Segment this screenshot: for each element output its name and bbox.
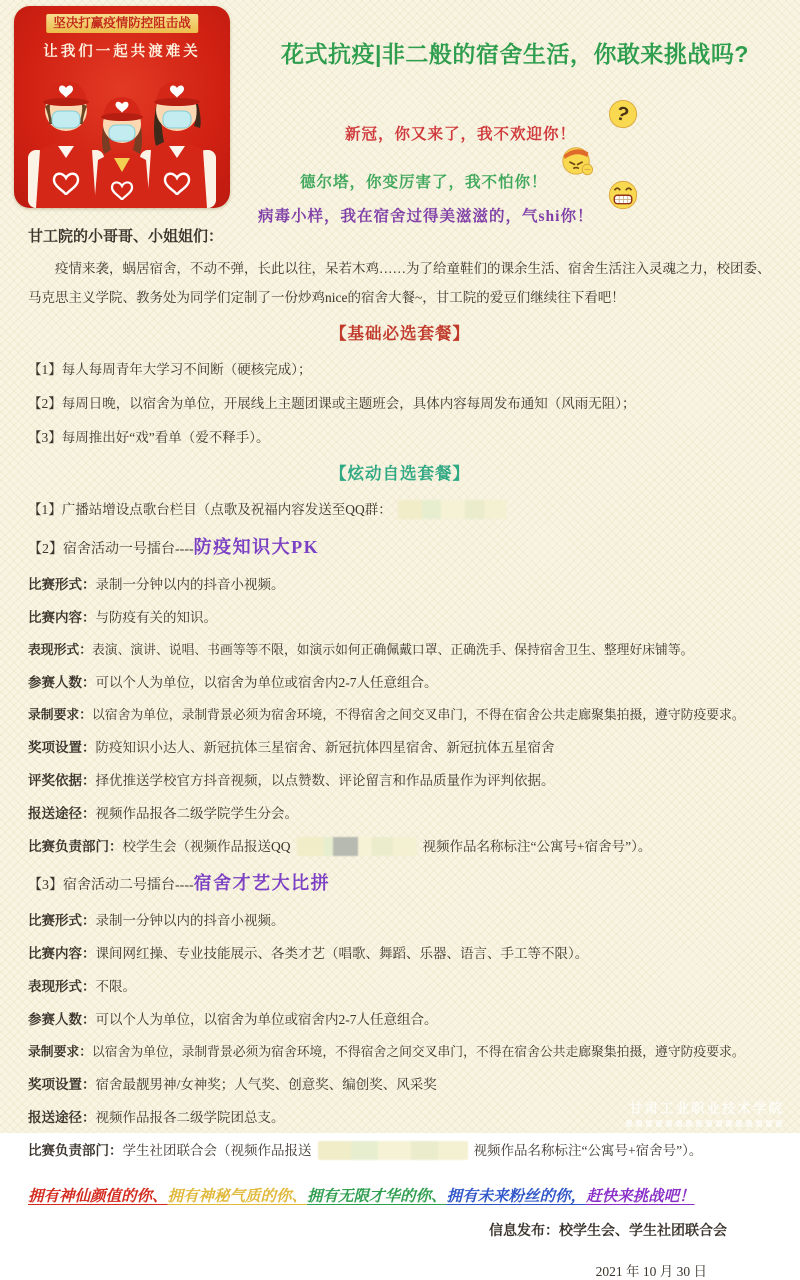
challenge-segment: 拥有神秘气质的你、: [167, 1188, 308, 1206]
basic-menu-item: 【3】每周推出好“戏”看单（爱不释手）。: [28, 430, 270, 446]
activity2-heading: [28, 869, 772, 895]
rule-label: 参赛人数：: [28, 1012, 96, 1028]
headband-face-icon: [560, 143, 594, 182]
slogan-virus-text: 病毒小样，我在宿舍过得美滋滋的，气shi你！: [258, 208, 594, 225]
rule-text: 课间网红操、专业技能展示、各类才艺（唱歌、舞蹈、乐器、语言、手工等不限）。: [95, 946, 589, 962]
rule-text: 视频作品报各二级学院学生分会。: [95, 806, 298, 822]
rule-label: 参赛人数：: [28, 675, 96, 691]
challenge-segment: 拥有无限才华的你、: [307, 1188, 447, 1206]
challenge-segment: 拥有未来粉丝的你，: [446, 1188, 587, 1206]
rule-text: 表演、演讲、说唱、书画等等不限，如演示如何正确佩戴口罩、正确洗手、保持宿舍卫生、整理好床铺等。: [91, 643, 694, 658]
basic-menu-item: 【2】每周日晚，以宿舍为单位，开展线上主题团课或主题班会，具体内容每周发布通知（风雨无阻）；: [28, 396, 636, 412]
poster-banner-text: 坚决打赢疫情防控阻击战: [46, 14, 198, 33]
hero-section: [0, 0, 800, 225]
rule-text: 与防疫有关的知识。: [95, 610, 217, 626]
rule-label: 报送途径：: [28, 806, 96, 822]
epidemic-poster-image: [14, 6, 230, 208]
radio-station-item: [28, 498, 772, 519]
grin-face-icon: [607, 179, 639, 216]
rule-row: [28, 1073, 772, 1093]
radio-station-text: 【1】广播站增设点歌台栏目（点歌及祝福内容发送至QQ群：: [28, 502, 392, 518]
rule-label: 比赛内容：: [28, 946, 96, 962]
rule-row-department: [28, 835, 772, 856]
rule-row-department: [28, 1139, 772, 1160]
rule-row: [28, 671, 772, 691]
rule-text: 视频作品名称标注“公寓号+宿舍号”）。: [473, 1143, 703, 1159]
rule-row: [28, 802, 772, 822]
rule-label: 评奖依据：: [28, 773, 96, 789]
rule-row: [28, 942, 772, 962]
rule-row: [28, 736, 772, 756]
rainbow-challenge-line: [28, 1184, 772, 1206]
rule-text: 可以个人为单位，以宿舍为单位或宿舍内2-7人任意组合。: [95, 675, 438, 691]
rule-label: 比赛内容：: [28, 610, 96, 626]
rule-text: 视频作品报各二级学院团总支。: [95, 1110, 285, 1126]
slogan-virus: [258, 179, 639, 226]
rule-row: [28, 573, 772, 593]
rule-row: [28, 606, 772, 626]
rule-text: 择优推送学校官方抖音视频，以点赞数、评论留言和作品质量作为评判依据。: [95, 773, 555, 789]
intro-paragraph: 疫情来袭，蜗居宿舍，不动不弹，长此以往，呆若木鸡……为了给童鞋们的课余生活、宿舍生活注入灵魂之力，校团委、马克思主义学院、教务处为同学们定制了一份炒鸡nice的宿舍大餐~，甘工院的爱豆们继续往下看吧！: [28, 261, 771, 306]
rule-row: [28, 909, 772, 929]
activity1-heading: [28, 533, 772, 559]
rule-text: 可以个人为单位，以宿舍为单位或宿舍内2-7人任意组合。: [95, 1012, 438, 1028]
rule-label: 奖项设置：: [28, 740, 96, 756]
rule-text: 以宿舍为单位，录制背景必须为宿舍环境，不得宿舍之间交叉串门，不得在宿舍公共走廊聚集拍摄，遵守防疫要求。: [91, 1045, 745, 1060]
watermark-school-name: 甘肃工业职业技术学院: [629, 1101, 784, 1116]
svg-text:?: ?: [613, 102, 633, 128]
question-face-icon: [608, 99, 638, 134]
rule-label: 比赛负责部门：: [28, 839, 123, 855]
rule-row: [28, 1008, 772, 1028]
rule-label: 报送途径：: [28, 1110, 96, 1126]
activity2-heading-prefix: 【3】宿舍活动二号擂台----: [28, 878, 194, 894]
rule-text: 录制一分钟以内的抖音小视频。: [95, 577, 285, 593]
challenge-segment: 赶快来挑战吧！: [586, 1188, 695, 1206]
slogan-covid-text: 新冠，你又来了，我不欢迎你！: [345, 126, 577, 143]
activity1-title: 防疫知识大PK: [193, 537, 320, 558]
basic-menu-item: 【1】每人每周青年大学习不间断（硬核完成）；: [28, 362, 312, 378]
optional-menu-heading: 【炫动自选套餐】: [330, 464, 470, 484]
slogan-covid: [345, 99, 638, 144]
basic-menu-heading: 【基础必选套餐】: [330, 324, 470, 344]
date-line: 2021 年 10 月 30 日: [595, 1264, 707, 1280]
publisher-line: 信息发布：校学生会、学生社团联合会: [489, 1224, 727, 1240]
rule-label: 比赛负责部门：: [28, 1143, 123, 1159]
rule-row: [28, 639, 772, 658]
rule-row: [28, 704, 772, 723]
rule-label: 录制要求：: [28, 708, 92, 723]
rule-label: 表现形式：: [28, 979, 96, 995]
school-watermark: [626, 1097, 784, 1127]
salutation: 甘工院的小哥哥、小姐姐们：: [28, 229, 224, 245]
rule-label: 表现形式：: [28, 643, 92, 658]
page-title: 花式抗疫|非二般的宿舍生活，你敢来挑战吗?: [281, 41, 749, 67]
redacted-qq-group-number: [398, 500, 506, 519]
rule-text: 宿舍最靓男神/女神奖；人气奖、创意奖、编创奖、风采奖: [95, 1077, 437, 1093]
rule-label: 奖项设置：: [28, 1077, 96, 1093]
slogan-delta-text: 德尔塔，你变厉害了，我不怕你！: [300, 174, 548, 191]
rule-text: 视频作品名称标注“公寓号+宿舍号”）。: [422, 839, 652, 855]
rule-text: 录制一分钟以内的抖音小视频。: [95, 913, 285, 929]
rule-label: 比赛形式：: [28, 913, 96, 929]
rule-label: 录制要求：: [28, 1045, 92, 1060]
rule-label: 比赛形式：: [28, 577, 96, 593]
rule-text: 学生社团联合会（视频作品报送: [122, 1143, 312, 1159]
rule-text: 校学生会（视频作品报送QQ: [122, 839, 291, 855]
redacted-qq-number: [318, 1141, 468, 1160]
rule-row: [28, 975, 772, 995]
rule-text: 以宿舍为单位，录制背景必须为宿舍环境，不得宿舍之间交叉串门，不得在宿舍公共走廊聚集拍摄，遵守防疫要求。: [91, 708, 745, 723]
rule-row: [28, 769, 772, 789]
rule-text: 不限。: [95, 979, 136, 995]
rule-text: 防疫知识小达人、新冠抗体三星宿舍、新冠抗体四星宿舍、新冠抗体五星宿舍: [95, 740, 555, 756]
poster-subtitle-text: 让我们一起共渡难关: [43, 44, 201, 60]
masked-volunteers-illustration: [14, 62, 230, 208]
watermark-url-blocks: [626, 1120, 784, 1127]
activity1-heading-prefix: 【2】宿舍活动一号擂台----: [28, 542, 194, 558]
redacted-qq-number: [297, 837, 417, 856]
activity2-title: 宿舍才艺大比拼: [193, 873, 331, 894]
rule-row: [28, 1041, 772, 1060]
challenge-segment: 拥有神仙颜值的你、: [28, 1188, 168, 1206]
